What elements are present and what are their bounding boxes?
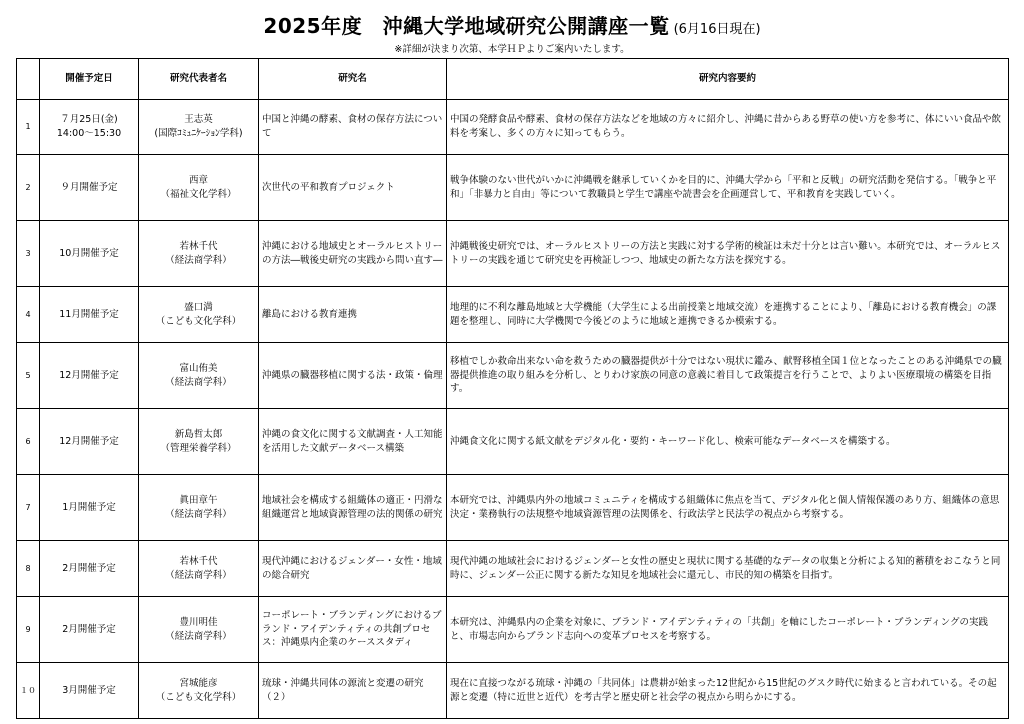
column-header-date: 開催予定日 <box>40 59 139 100</box>
row-number: 2 <box>17 155 40 221</box>
row-number: 6 <box>17 409 40 475</box>
row-date <box>40 663 139 719</box>
row-summary: 戦争体験のない世代がいかに沖縄戦を継承していくかを目的に、沖縄大学から「平和と反戦」の研究活動を発信する。「戦争と平和」「非暴力と自由」等について教職員と学生で講座や読書会を企画運営して、平和教育を実践していく。 <box>447 155 1009 221</box>
row-date <box>40 409 139 475</box>
row-date-line: 12月開催予定 <box>59 369 119 381</box>
row-person <box>139 409 259 475</box>
row-person-dept: （経法商学科） <box>165 254 232 266</box>
row-person <box>139 597 259 663</box>
row-number: 7 <box>17 475 40 541</box>
row-summary: 現在に直接つながる琉球・沖縄の「共同体」は農耕が始まった12世紀から15世紀のグスク時代に始まると言われている。その起源と変遷（特に近世と近代）を考古学と歴史研と社会学の視点から明らかにする。 <box>447 663 1009 719</box>
row-date-line: 2月開催予定 <box>62 562 116 574</box>
table-row <box>17 475 1009 541</box>
row-number: 5 <box>17 343 40 409</box>
row-person-dept: （経法商学科） <box>165 376 232 388</box>
row-summary: 本研究では、沖縄県内外の地域コミュニティを構成する組織体に焦点を当て、デジタル化と個人情報保護のあり方、組織体の意思決定・業務執行の法規整や地域資源管理の法関係を、行政法学と民法学の視点から考察する。 <box>447 475 1009 541</box>
row-person-name: 豊川明佳 <box>179 616 218 628</box>
row-research-name: 離島における教育連携 <box>259 287 447 343</box>
row-summary: 現代沖縄の地域社会におけるジェンダーと女性の歴史と現状に関する基礎的なデータの収集と分析による知的蓄積をおこなうと同時に、ジェンダー公正に関する新たな知見を地域社会に還元し、市民的知の構築を目指す。 <box>447 541 1009 597</box>
sub-note: ※詳細が決まり次第、本学ＨＰよりご案内いたします。 <box>394 44 630 55</box>
row-number: １０ <box>17 663 40 719</box>
row-summary: 沖縄戦後史研究では、オーラルヒストリーの方法と実践に対する学術的検証は未だ十分とは言い難い。本研究では、オーラルヒストリーの実践を通じて研究史を再検証しつつ、地域史の新たな方法を探究する。 <box>447 221 1009 287</box>
row-date-line: 3月開催予定 <box>62 684 116 696</box>
row-summary: 沖縄食文化に関する紙文献をデジタル化・要約・キーワード化し、検索可能なデータベースを構築する。 <box>447 409 1009 475</box>
row-person-dept: （経法商学科） <box>165 569 232 581</box>
row-date <box>40 100 139 155</box>
row-person <box>139 287 259 343</box>
row-number: 9 <box>17 597 40 663</box>
row-date-line: 10月開催予定 <box>59 247 119 259</box>
row-research-name: 現代沖縄におけるジェンダー・女性・地域の総合研究 <box>259 541 447 597</box>
row-summary: 本研究は、沖縄県内の企業を対象に、ブランド・アイデンティティの「共創」を軸にしたコーポレート・ブランディングの実践と、市場志向からブランド志向への変革プロセスを考察する。 <box>447 597 1009 663</box>
row-person <box>139 100 259 155</box>
row-person-dept: (国際ｺﾐｭﾆｹｰｼｮﾝ学科) <box>154 128 243 139</box>
table-row <box>17 409 1009 475</box>
row-date <box>40 541 139 597</box>
table-header-row <box>17 59 1009 100</box>
row-person-dept: （福祉文化学科） <box>160 188 237 200</box>
row-number: 3 <box>17 221 40 287</box>
row-person-name: 富山侑美 <box>179 362 218 374</box>
row-date <box>40 475 139 541</box>
row-research-name: 地域社会を構成する組織体の適正・円滑な組織運営と地域資源管理の法的関係の研究 <box>259 475 447 541</box>
table-row <box>17 221 1009 287</box>
row-person-name: 若林千代 <box>179 555 218 567</box>
row-date-line: ９月開催予定 <box>60 181 118 193</box>
row-person <box>139 475 259 541</box>
column-header-person: 研究代表者名 <box>139 59 259 100</box>
row-date <box>40 155 139 221</box>
row-research-name: コーポレート・ブランディングにおけるブランド・アイデンティティの共創プロセス：沖縄県内企業のケーススタディ <box>259 597 447 663</box>
row-person-name: 西章 <box>188 174 208 186</box>
row-number: 1 <box>17 100 40 155</box>
row-person-dept: （こども文化学科） <box>155 315 242 327</box>
row-research-name: 沖縄における地域史とオーラルヒストリーの方法―戦後史研究の実践から問い直す― <box>259 221 447 287</box>
row-person <box>139 343 259 409</box>
row-date-line: 11月開催予定 <box>59 308 119 320</box>
row-research-name: 沖縄の食文化に関する文献調査・人工知能を活用した文献データベース構築 <box>259 409 447 475</box>
row-research-name: 沖縄県の臓器移植に関する法・政策・倫理 <box>259 343 447 409</box>
row-research-name: 琉球・沖縄共同体の源流と変遷の研究（２） <box>259 663 447 719</box>
row-date-line: ７月25日(金) <box>60 114 118 126</box>
row-date <box>40 343 139 409</box>
row-date-line: 2月開催予定 <box>62 623 116 635</box>
table-row <box>17 343 1009 409</box>
row-person-name: 眞田章午 <box>179 494 218 506</box>
column-header-name: 研究名 <box>259 59 447 100</box>
row-date <box>40 221 139 287</box>
row-person <box>139 221 259 287</box>
row-person-name: 若林千代 <box>179 240 218 252</box>
row-summary: 移植でしか救命出来ない命を救うための臓器提供が十分ではない現状に鑑み、献腎移植全国１位となったことのある沖縄県での臓器提供推進の取り組みを分析し、とりわけ家族の同意の意義に着目して政策提言を行うことで、よりよい医療環境の構築を目指す。 <box>447 343 1009 409</box>
column-header-summary: 研究内容要約 <box>447 59 1009 100</box>
title-main: 2025年度 沖縄大学地域研究公開講座一覧 <box>263 14 670 38</box>
column-header-no <box>17 59 40 100</box>
table-row <box>17 663 1009 719</box>
row-number: 4 <box>17 287 40 343</box>
row-person-dept: （管理栄養学科） <box>160 442 237 454</box>
page-title <box>0 10 1024 39</box>
row-date-line: 12月開催予定 <box>59 435 119 447</box>
table-row <box>17 287 1009 343</box>
row-research-name: 次世代の平和教育プロジェクト <box>259 155 447 221</box>
row-summary: 中国の発酵食品や酵素、食材の保存方法などを地域の方々に紹介し、沖縄に昔からある野草の使い方を参考に、体にいい食品や飲料を考案し、多くの方々に知ってもらう。 <box>447 100 1009 155</box>
row-person-name: 盛口満 <box>184 301 213 313</box>
row-summary: 地理的に不利な離島地域と大学機能（大学生による出前授業と地域交流）を連携することにより、「離島における教育機会」の課題を整理し、同時に大学機関で今後どのように地域と連携できるか模索する。 <box>447 287 1009 343</box>
row-person <box>139 155 259 221</box>
row-person-name: 王志英 <box>184 114 213 126</box>
row-person-dept: （経法商学科） <box>165 630 232 642</box>
lecture-table <box>16 58 1009 719</box>
row-research-name: 中国と沖縄の酵素、食材の保存方法について <box>259 100 447 155</box>
row-person-name: 新島哲太郎 <box>174 428 223 440</box>
table-row <box>17 100 1009 155</box>
row-person <box>139 541 259 597</box>
row-person <box>139 663 259 719</box>
row-person-dept: （こども文化学科） <box>155 691 242 703</box>
row-time-line: 14:00〜15:30 <box>56 128 122 139</box>
row-number: 8 <box>17 541 40 597</box>
row-person-name: 宮城能彦 <box>179 677 218 689</box>
row-date <box>40 597 139 663</box>
title-date-note: (6月16日現在) <box>673 22 761 37</box>
table-row <box>17 155 1009 221</box>
row-person-dept: （経法商学科） <box>165 508 232 520</box>
row-date-line: 1月開催予定 <box>62 501 116 513</box>
table-row <box>17 541 1009 597</box>
table-row <box>17 597 1009 663</box>
row-date <box>40 287 139 343</box>
